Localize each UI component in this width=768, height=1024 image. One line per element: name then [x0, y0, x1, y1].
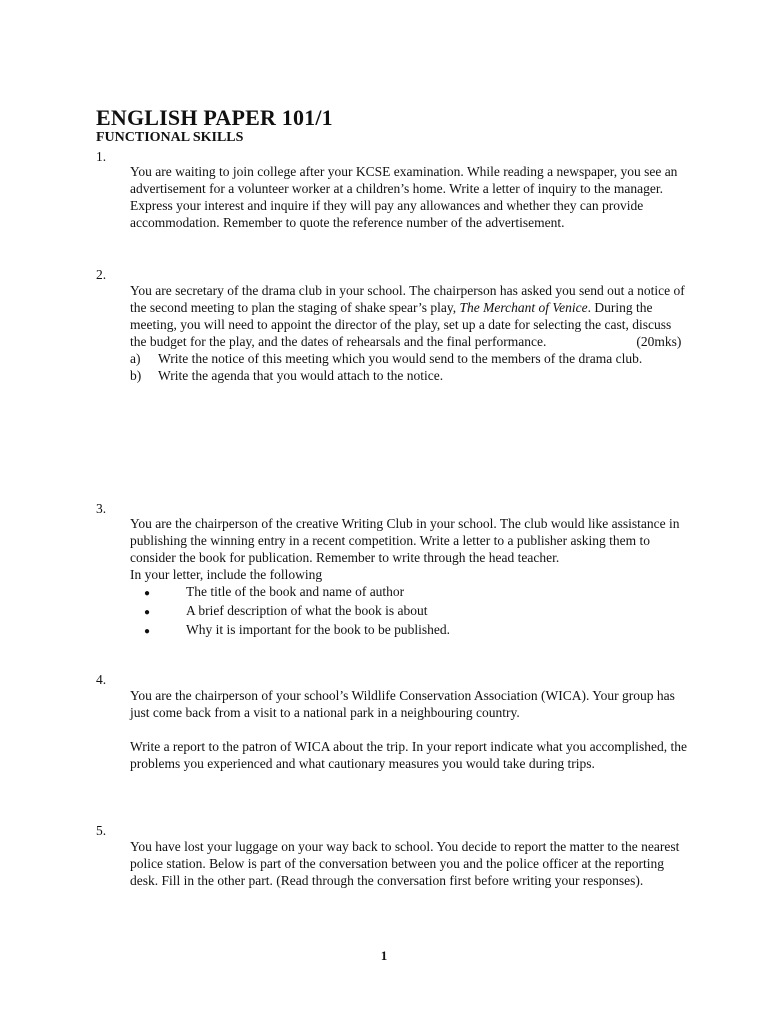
- question-3-text: You are the chairperson of the creative Writing Club in your school. The club would like assistance in publishing the winning entry in a recent competition. Write a letter to a publisher asking them to consider the book for publication. Remember to write through the head teacher.: [130, 516, 680, 565]
- question-3-body: [130, 515, 690, 640]
- paper-title: ENGLISH PAPER 101/1: [96, 105, 333, 130]
- question-5-text: You have lost your luggage on your way back to school. You decide to report the matter to the nearest police station. Below is part of the conversation between you and the police officer at the reporting desk. Fill in the other part. (Read through the conversation first before writing your responses).: [130, 839, 680, 888]
- question-2-number: 2.: [96, 267, 107, 282]
- bullet-text: Why it is important for the book to be published.: [186, 622, 450, 637]
- question-2-part-b: [130, 367, 690, 384]
- bullet-item: [130, 621, 690, 640]
- question-2-body: [130, 282, 690, 384]
- bullet-item: [130, 602, 690, 621]
- question-1-text: You are waiting to join college after your KCSE examination. While reading a newspaper, you see an advertisement for a volunteer worker at a children’s home. Write a letter of inquiry to the manager. Express your interest and inquire if they will pay any allowances and whether they can provide accommodation. Remember to quote the reference number of the advertisement.: [130, 164, 678, 230]
- question-2-part-a: [130, 350, 690, 367]
- paper-subtitle: FUNCTIONAL SKILLS: [96, 130, 244, 145]
- part-marker: b): [130, 368, 142, 383]
- question-5-body: [130, 838, 690, 889]
- question-2-text-b: . During the meeting, you will need to appoint the director of the play, set up a date for selecting the cast, discuss the budget for the play, and the dates of rehearsals and the final performance.: [130, 300, 672, 349]
- question-4-para-1: You are the chairperson of your school’s Wildlife Conservation Association (WICA). Your group has just come back from a visit to a national park in a neighbouring country.: [130, 688, 675, 720]
- part-text: Write the notice of this meeting which you would send to the members of the drama club.: [158, 351, 643, 366]
- question-1-number: 1.: [96, 149, 107, 164]
- part-marker: a): [130, 351, 141, 366]
- bullet-text: The title of the book and name of author: [186, 584, 405, 599]
- bullet-text: A brief description of what the book is about: [186, 603, 428, 618]
- page-number: 1: [380, 948, 388, 963]
- bullet-icon: ●: [144, 607, 151, 618]
- bullet-icon: ●: [144, 626, 151, 637]
- question-2-text-a: You are secretary of the drama club in your school. The chairperson has asked you send out a notice of the second meeting to plan the staging of shake spear’s play,: [130, 283, 685, 315]
- bullet-icon: ●: [144, 588, 151, 599]
- question-3-number: 3.: [96, 501, 107, 516]
- bullet-item: [130, 583, 690, 602]
- question-2-marks: (20mks): [636, 334, 682, 349]
- question-2-text: [130, 282, 690, 350]
- question-5-number: 5.: [96, 823, 107, 838]
- part-text: Write the agenda that you would attach to the notice.: [158, 368, 444, 383]
- play-title: The Merchant of Venice: [459, 300, 588, 315]
- question-4-number: 4.: [96, 672, 107, 687]
- question-1-body: [130, 163, 690, 231]
- question-4-para-2: Write a report to the patron of WICA about the trip. In your report indicate what you accomplished, the problems you experienced and what cautionary measures you would take during trips.: [130, 739, 688, 771]
- question-3-lead: In your letter, include the following: [130, 567, 323, 582]
- question-4-body: [130, 687, 690, 772]
